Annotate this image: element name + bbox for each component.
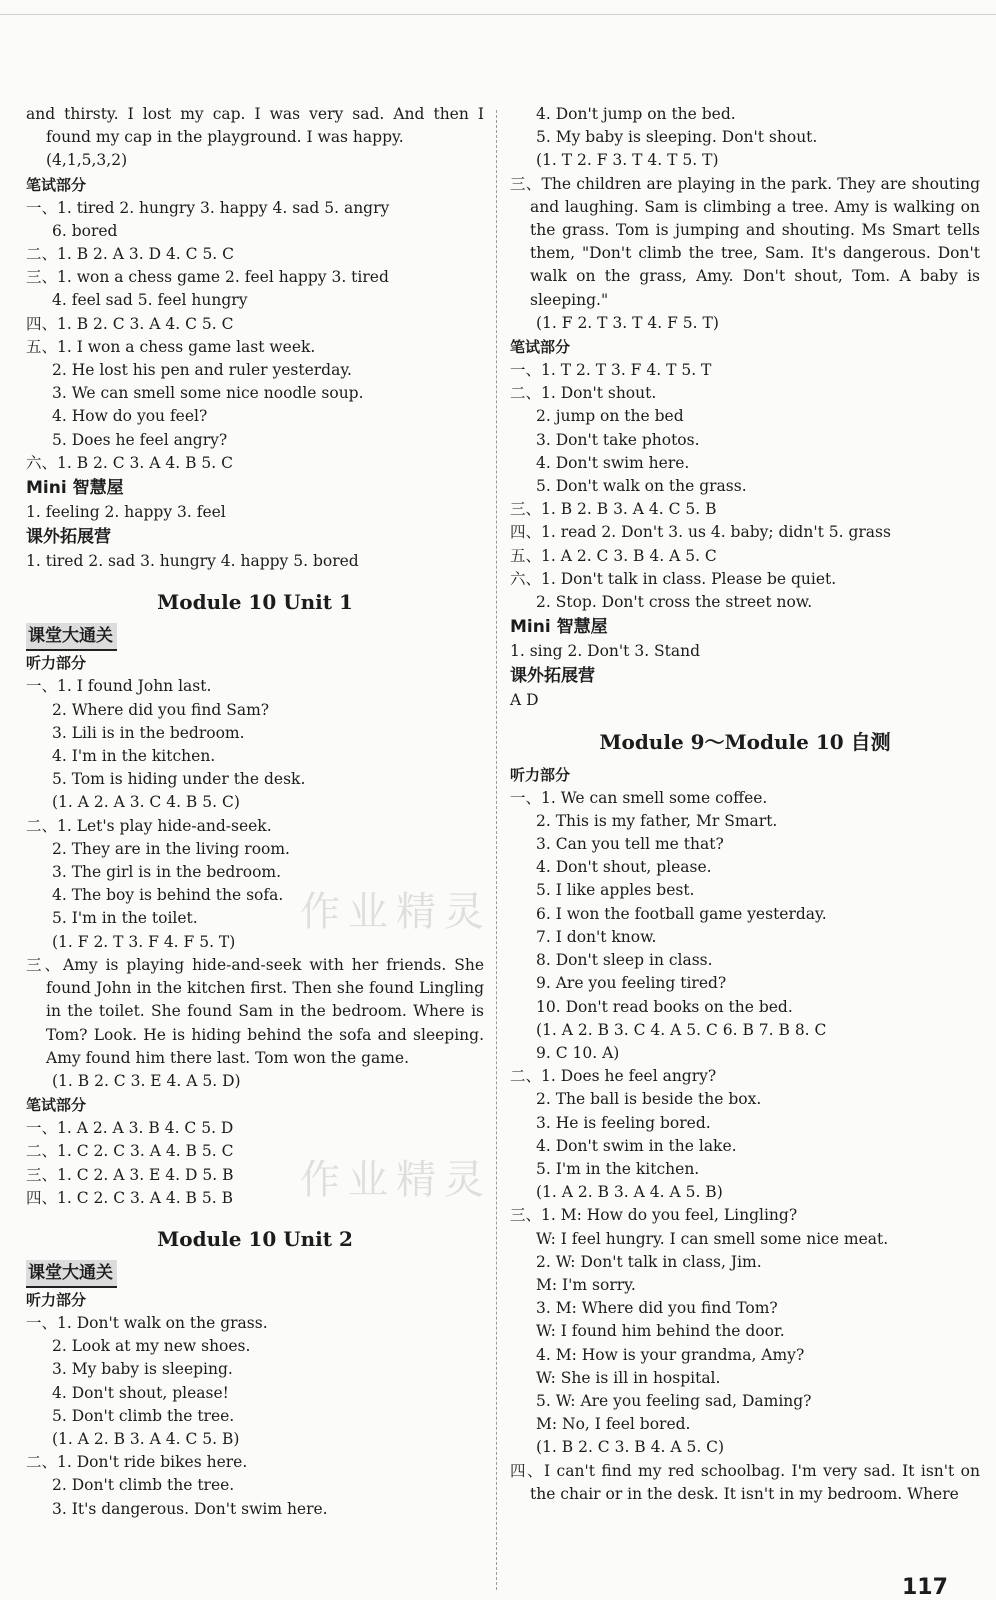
module-title: Module 10 Unit 2 [157, 1226, 353, 1251]
answer-line: 四、1. B 2. C 3. A 4. C 5. C [26, 314, 234, 333]
answer-line: 3. My baby is sleeping. [52, 1360, 233, 1379]
section-heading: 笔试部分 [26, 1096, 87, 1115]
answer-line: 2. This is my father, Mr Smart. [536, 811, 778, 830]
answer-line: 2. Look at my new shoes. [52, 1337, 251, 1356]
answer-line: 一、1. We can smell some coffee. [510, 788, 768, 807]
answer-line: 二、1. Don't ride bikes here. [26, 1453, 248, 1472]
answer-line: 8. Don't sleep in class. [536, 951, 713, 970]
answer-line: 2. jump on the bed [536, 407, 684, 426]
answer-line: 4. The boy is behind the sofa. [52, 886, 284, 905]
answer-line: 5. My baby is sleeping. Don't shout. [536, 128, 818, 147]
answer-line: 3. Lili is in the bedroom. [52, 723, 245, 742]
answer-line: (1. A 2. B 3. A 4. A 5. B) [536, 1183, 723, 1202]
answer-line: 三、1. C 2. A 3. E 4. D 5. B [26, 1165, 234, 1184]
answer-line: 2. The ball is beside the box. [536, 1090, 762, 1109]
answer-paragraph: 三、The children are playing in the park. They are shouting and laughing. Sam is climbing a tree. Amy is walking on the grass. Tom is jumping and shouting. Ms Smart tells them, "Don't climb the tree, Sam. It's dangerous. Don't walk on the grass, Amy. Don't shout, Tom. A baby is sleeping." [510, 174, 980, 309]
answer-line: 4. M: How is your grandma, Amy? [536, 1345, 805, 1364]
module-title: Module 9～Module 10 自测 [599, 729, 891, 754]
answer-line: 4. Don't shout, please. [536, 858, 712, 877]
section-banner [26, 1260, 484, 1288]
module-title: Module 10 Unit 1 [157, 590, 353, 615]
answer-line: 三、1. won a chess game 2. feel happy 3. tired [26, 268, 389, 287]
answer-line: 二、1. C 2. C 3. A 4. B 5. C [26, 1142, 234, 1161]
column-divider [496, 110, 497, 1590]
subsection-heading: Mini 智慧屋 [26, 478, 124, 499]
answer-line: 1. feeling 2. happy 3. feel [26, 503, 226, 522]
answer-line: M: I'm sorry. [536, 1275, 636, 1294]
right-column [510, 103, 980, 1506]
answer-line: 二、1. Does he feel angry? [510, 1067, 717, 1086]
answer-line: 2. He lost his pen and ruler yesterday. [52, 361, 352, 380]
section-heading: 听力部分 [26, 1290, 87, 1309]
answer-line: 5. I'm in the kitchen. [536, 1159, 700, 1178]
answer-line: 一、1. T 2. T 3. F 4. T 5. T [510, 361, 712, 380]
section-heading: 听力部分 [26, 654, 87, 673]
answer-line: 6. bored [52, 221, 118, 240]
answer-line: (1. F 2. T 3. T 4. F 5. T) [536, 313, 719, 332]
answer-line: 5. I like apples best. [536, 881, 695, 900]
answer-line: A D [510, 691, 539, 710]
answer-line: 三、1. B 2. B 3. A 4. C 5. B [510, 500, 717, 519]
answer-line: 5. W: Are you feeling sad, Daming? [536, 1391, 812, 1410]
answer-line: 4. Don't swim in the lake. [536, 1136, 737, 1155]
answer-line: (1. B 2. C 3. B 4. A 5. C) [536, 1438, 725, 1457]
answer-line: 9. Are you feeling tired? [536, 974, 727, 993]
section-banner-label: 课堂大通关 [26, 1260, 117, 1288]
watermark: 作业精灵 [300, 889, 492, 935]
answer-line: 5. I'm in the toilet. [52, 909, 198, 928]
answer-line: 3. Can you tell me that? [536, 835, 724, 854]
answer-line: 5. Don't climb the tree. [52, 1406, 235, 1425]
answer-line: 三、1. M: How do you feel, Lingling? [510, 1206, 798, 1225]
answer-line: 3. Don't take photos. [536, 430, 700, 449]
answer-line: (1. T 2. F 3. T 4. T 5. T) [536, 151, 719, 170]
answer-line: 2. They are in the living room. [52, 839, 290, 858]
answer-line: 2. Don't climb the tree. [52, 1476, 235, 1495]
section-banner [26, 623, 484, 651]
answer-line: 3. M: Where did you find Tom? [536, 1299, 778, 1318]
watermark: 作业精灵 [300, 1157, 492, 1203]
answer-line: (1. B 2. C 3. E 4. A 5. D) [52, 1071, 241, 1090]
answer-line: 4. Don't swim here. [536, 453, 690, 472]
answer-line: 4. How do you feel? [52, 407, 208, 426]
answer-paragraph: 三、Amy is playing hide-and-seek with her friends. She found John in the kitchen first. Then she found Lingling in the toilet. She found Sam in the bedroom. Where is Tom? Look. He is hiding behind the sofa and sleeping. Amy found him there last. Tom won the game. [26, 955, 484, 1067]
answer-line: 五、1. A 2. C 3. B 4. A 5. C [510, 546, 717, 565]
answer-line: 3. He is feeling bored. [536, 1113, 711, 1132]
answer-line: 10. Don't read books on the bed. [536, 997, 793, 1016]
answer-line: 二、1. Let's play hide-and-seek. [26, 816, 272, 835]
answer-line: 7. I don't know. [536, 927, 657, 946]
section-heading: 听力部分 [510, 765, 571, 784]
answer-line: 四、1. read 2. Don't 3. us 4. baby; didn't 5. grass [510, 523, 891, 542]
answer-line: W: She is ill in hospital. [536, 1368, 721, 1387]
answer-line: 5. Does he feel angry? [52, 430, 228, 449]
top-rule [0, 14, 996, 15]
answer-line: 9. C 10. A) [536, 1043, 620, 1062]
answer-line: 二、1. B 2. A 3. D 4. C 5. C [26, 245, 235, 264]
answer-line: 4. feel sad 5. feel hungry [52, 291, 248, 310]
answer-line: 1. tired 2. sad 3. hungry 4. happy 5. bored [26, 552, 359, 571]
answer-line: (1. F 2. T 3. F 4. F 5. T) [52, 932, 236, 951]
answer-line: 一、1. I found John last. [26, 677, 212, 696]
answer-line: 2. W: Don't talk in class, Jim. [536, 1252, 762, 1271]
answer-line: (1. A 2. A 3. C 4. B 5. C) [52, 793, 240, 812]
answer-line: (1. A 2. B 3. A 4. C 5. B) [52, 1429, 240, 1448]
answer-line: 5. Don't walk on the grass. [536, 477, 747, 496]
answer-line: (1. A 2. B 3. C 4. A 5. C 6. B 7. B 8. C [536, 1020, 827, 1039]
answer-line: 二、1. Don't shout. [510, 384, 657, 403]
answer-line: 6. I won the football game yesterday. [536, 904, 827, 923]
answer-line: 一、1. Don't walk on the grass. [26, 1313, 268, 1332]
subsection-heading: 课外拓展营 [26, 527, 111, 548]
subsection-heading: Mini 智慧屋 [510, 617, 608, 638]
page-number: 117 [902, 1575, 948, 1600]
answer-line: 3. The girl is in the bedroom. [52, 863, 282, 882]
answer-line: 1. sing 2. Don't 3. Stand [510, 642, 701, 661]
answer-line: W: I feel hungry. I can smell some nice meat. [536, 1229, 889, 1248]
answer-line: M: No, I feel bored. [536, 1415, 691, 1434]
section-heading: 笔试部分 [26, 175, 87, 194]
answer-line: 四、1. C 2. C 3. A 4. B 5. B [26, 1188, 233, 1207]
answer-line: 4. Don't shout, please! [52, 1383, 229, 1402]
answer-line: 4. Don't jump on the bed. [536, 105, 736, 123]
answer-line: 3. We can smell some nice noodle soup. [52, 384, 364, 403]
section-banner-label: 课堂大通关 [26, 623, 117, 651]
answer-paragraph: and thirsty. I lost my cap. I was very sad. And then I found my cap in the playground. I was happy. [26, 105, 484, 147]
answer-line: 一、1. tired 2. hungry 3. happy 4. sad 5. angry [26, 198, 390, 217]
answer-paragraph: 四、I can't find my red schoolbag. I'm very sad. It isn't on the chair or in the desk. It isn't in my bedroom. Where [510, 1461, 980, 1503]
answer-line: 六、1. B 2. C 3. A 4. B 5. C [26, 453, 233, 472]
answer-line: 2. Stop. Don't cross the street now. [536, 593, 813, 612]
left-column [26, 103, 484, 1521]
answer-line: 一、1. A 2. A 3. B 4. C 5. D [26, 1119, 234, 1138]
answer-line: 5. Tom is hiding under the desk. [52, 770, 306, 789]
section-heading: 笔试部分 [510, 338, 571, 357]
answer-line: W: I found him behind the door. [536, 1322, 785, 1341]
answer-line: 3. It's dangerous. Don't swim here. [52, 1499, 328, 1518]
answer-line: 六、1. Don't talk in class. Please be quiet. [510, 569, 837, 588]
answer-line: 4. I'm in the kitchen. [52, 747, 216, 766]
answer-line: (4,1,5,3,2) [46, 151, 128, 170]
answer-line: 五、1. I won a chess game last week. [26, 337, 316, 356]
subsection-heading: 课外拓展营 [510, 666, 595, 687]
answer-line: 2. Where did you find Sam? [52, 700, 270, 719]
